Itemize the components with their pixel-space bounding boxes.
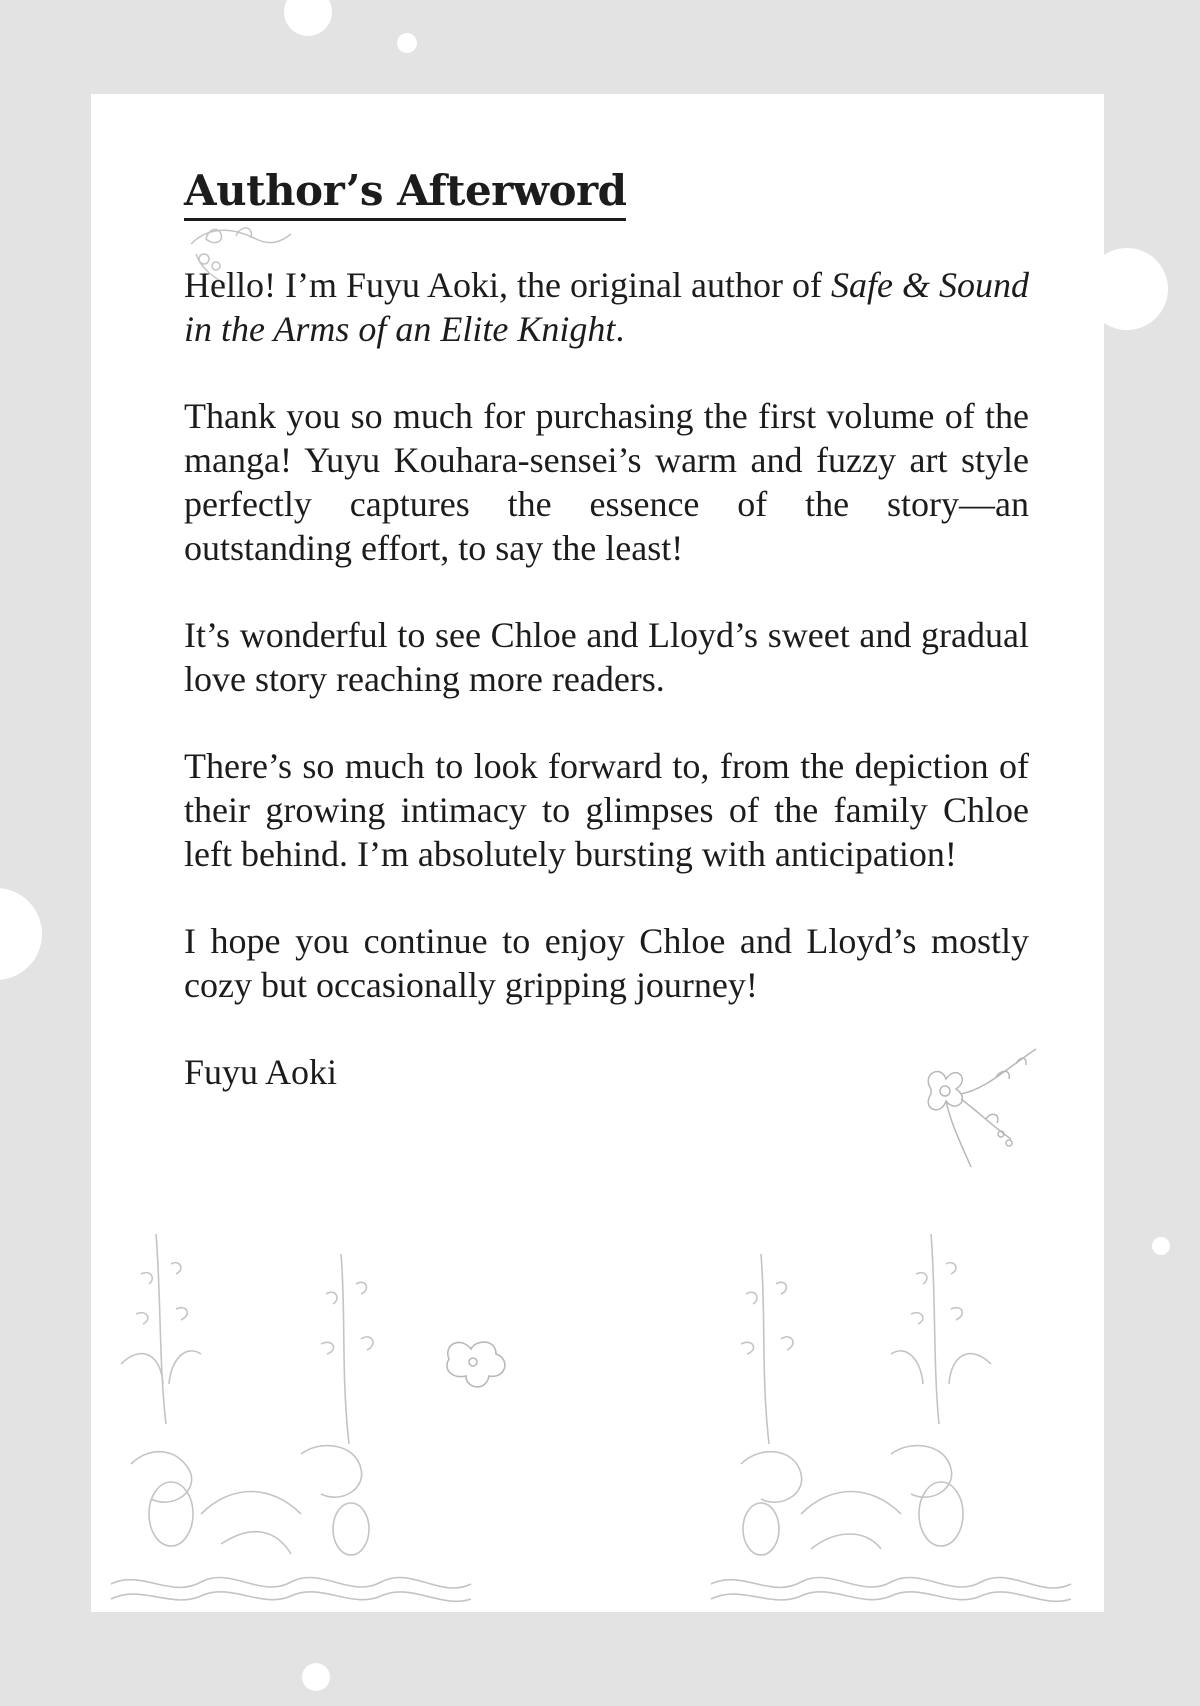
paragraph-love-story: It’s wonderful to see Chloe and Lloyd’s sweet and gradual love story reaching more readers. [184, 615, 1029, 699]
paragraph-anticipation: There’s so much to look forward to, from the depiction of their growing intimacy to glimpses of the family Chloe left behind. I’m absolutely bursting with anticipation! [184, 746, 1029, 874]
afterword-page [91, 94, 1104, 1612]
paragraph-greeting [184, 263, 1029, 351]
page-title: Author’s Afterword [184, 164, 626, 221]
floral-bouquet-left-icon [101, 1214, 491, 1609]
clover-icon [441, 1334, 516, 1394]
decor-dot [284, 0, 332, 36]
greeting-text: Hello! I’m Fuyu Aoki, the original author of [184, 265, 831, 305]
paragraph-thanks: Thank you so much for purchasing the first volume of the manga! Yuyu Kouhara-sensei’s warm and fuzzy art style perfectly captures the essence of the story—an outstanding effort, to say the least! [184, 396, 1029, 568]
decor-dot [0, 888, 42, 980]
floral-bouquet-right-icon [701, 1214, 1091, 1609]
greeting-end: . [615, 309, 625, 349]
afterword-content [184, 164, 1029, 1094]
paragraph-closing: I hope you continue to enjoy Chloe and Lloyd’s mostly cozy but occasionally gripping journey! [184, 921, 1029, 1005]
author-signature: Fuyu Aoki [184, 1052, 338, 1092]
book-title: Safe & Sound in the Arms of an Elite Knight [184, 265, 1029, 349]
decor-dot [397, 33, 417, 53]
decor-dot [302, 1663, 330, 1691]
decor-dot [1152, 1237, 1170, 1255]
